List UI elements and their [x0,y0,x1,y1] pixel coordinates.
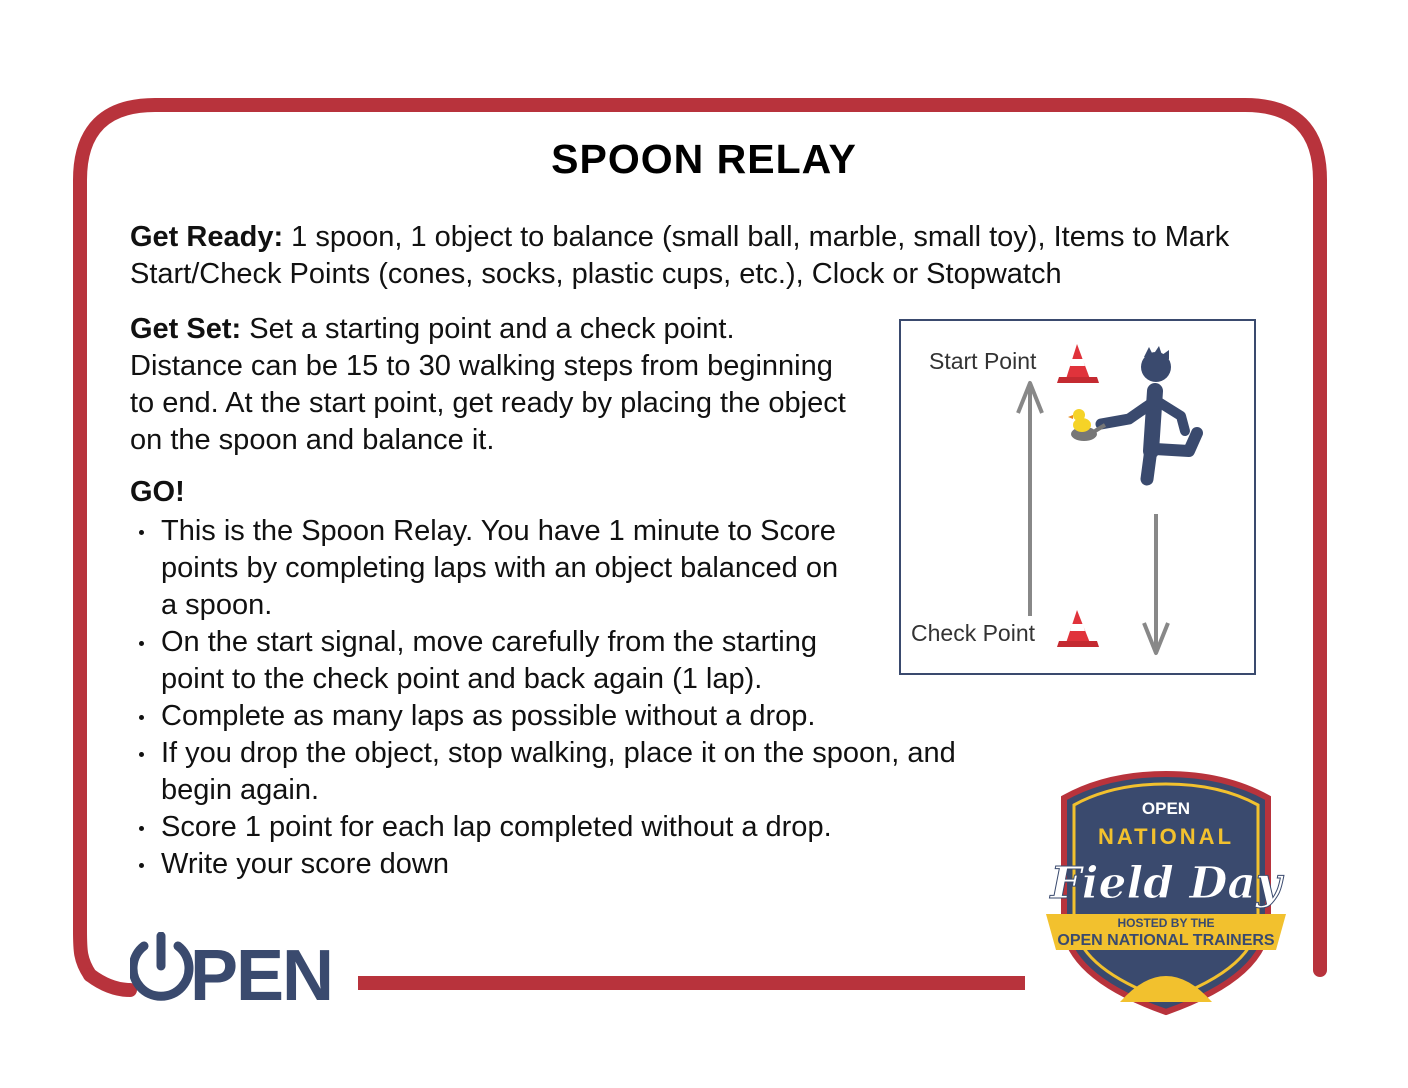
get-set-text: Set a starting point and a check point. Distance can be 15 to 30 walking steps from beginning to end. At the start point, get ready by placing the object on the spoon and balance it. [130,313,846,456]
list-item: Write your score down [130,846,861,883]
runner-icon [1101,346,1197,479]
check-cone-icon [1057,610,1099,647]
arrow-down-icon [1144,514,1168,653]
get-ready-paragraph [130,219,1290,293]
get-ready-text: 1 spoon, 1 object to balance (small ball, marble, small toy), Items to Mark Start/Check Points (cones, socks, plastic cups, etc.), Clock or Stopwatch [130,221,1230,290]
page-title: SPOON RELAY [551,136,857,182]
arrow-up-icon [1018,383,1042,616]
get-ready-label: Get Ready: [130,221,284,253]
check-point-label: Check Point [911,620,1036,646]
field-day-badge [1040,770,1292,1016]
get-set-label: Get Set: [130,313,242,345]
go-heading: GO! [130,476,185,508]
get-set-paragraph [130,311,850,459]
relay-diagram [899,319,1256,675]
badge-brand: OPEN [1141,799,1191,818]
badge-line-hosted: HOSTED BY THE [1117,916,1215,930]
start-cone-icon [1057,344,1099,383]
badge-line-trainers: OPEN NATIONAL TRAINERS [1057,932,1275,949]
start-point-label: Start Point [929,348,1037,374]
list-item: Score 1 point for each lap completed without a drop. [130,809,961,846]
badge-line-field-day: Field Day [1050,858,1282,909]
list-item: On the start signal, move carefully from the starting point to the check point and back again (1 lap). [130,624,861,698]
list-item: This is the Spoon Relay. You have 1 minute to Score points by completing laps with an object balanced on a spoon. [130,513,861,624]
open-logo [130,932,356,1006]
svg-text:PEN: PEN [190,936,333,1006]
list-item: Complete as many laps as possible without a drop. [130,698,941,735]
list-item: If you drop the object, stop walking, place it on the spoon, and begin again. [130,735,1011,809]
go-list [130,513,1011,883]
badge-line-national: NATIONAL [1097,824,1235,849]
